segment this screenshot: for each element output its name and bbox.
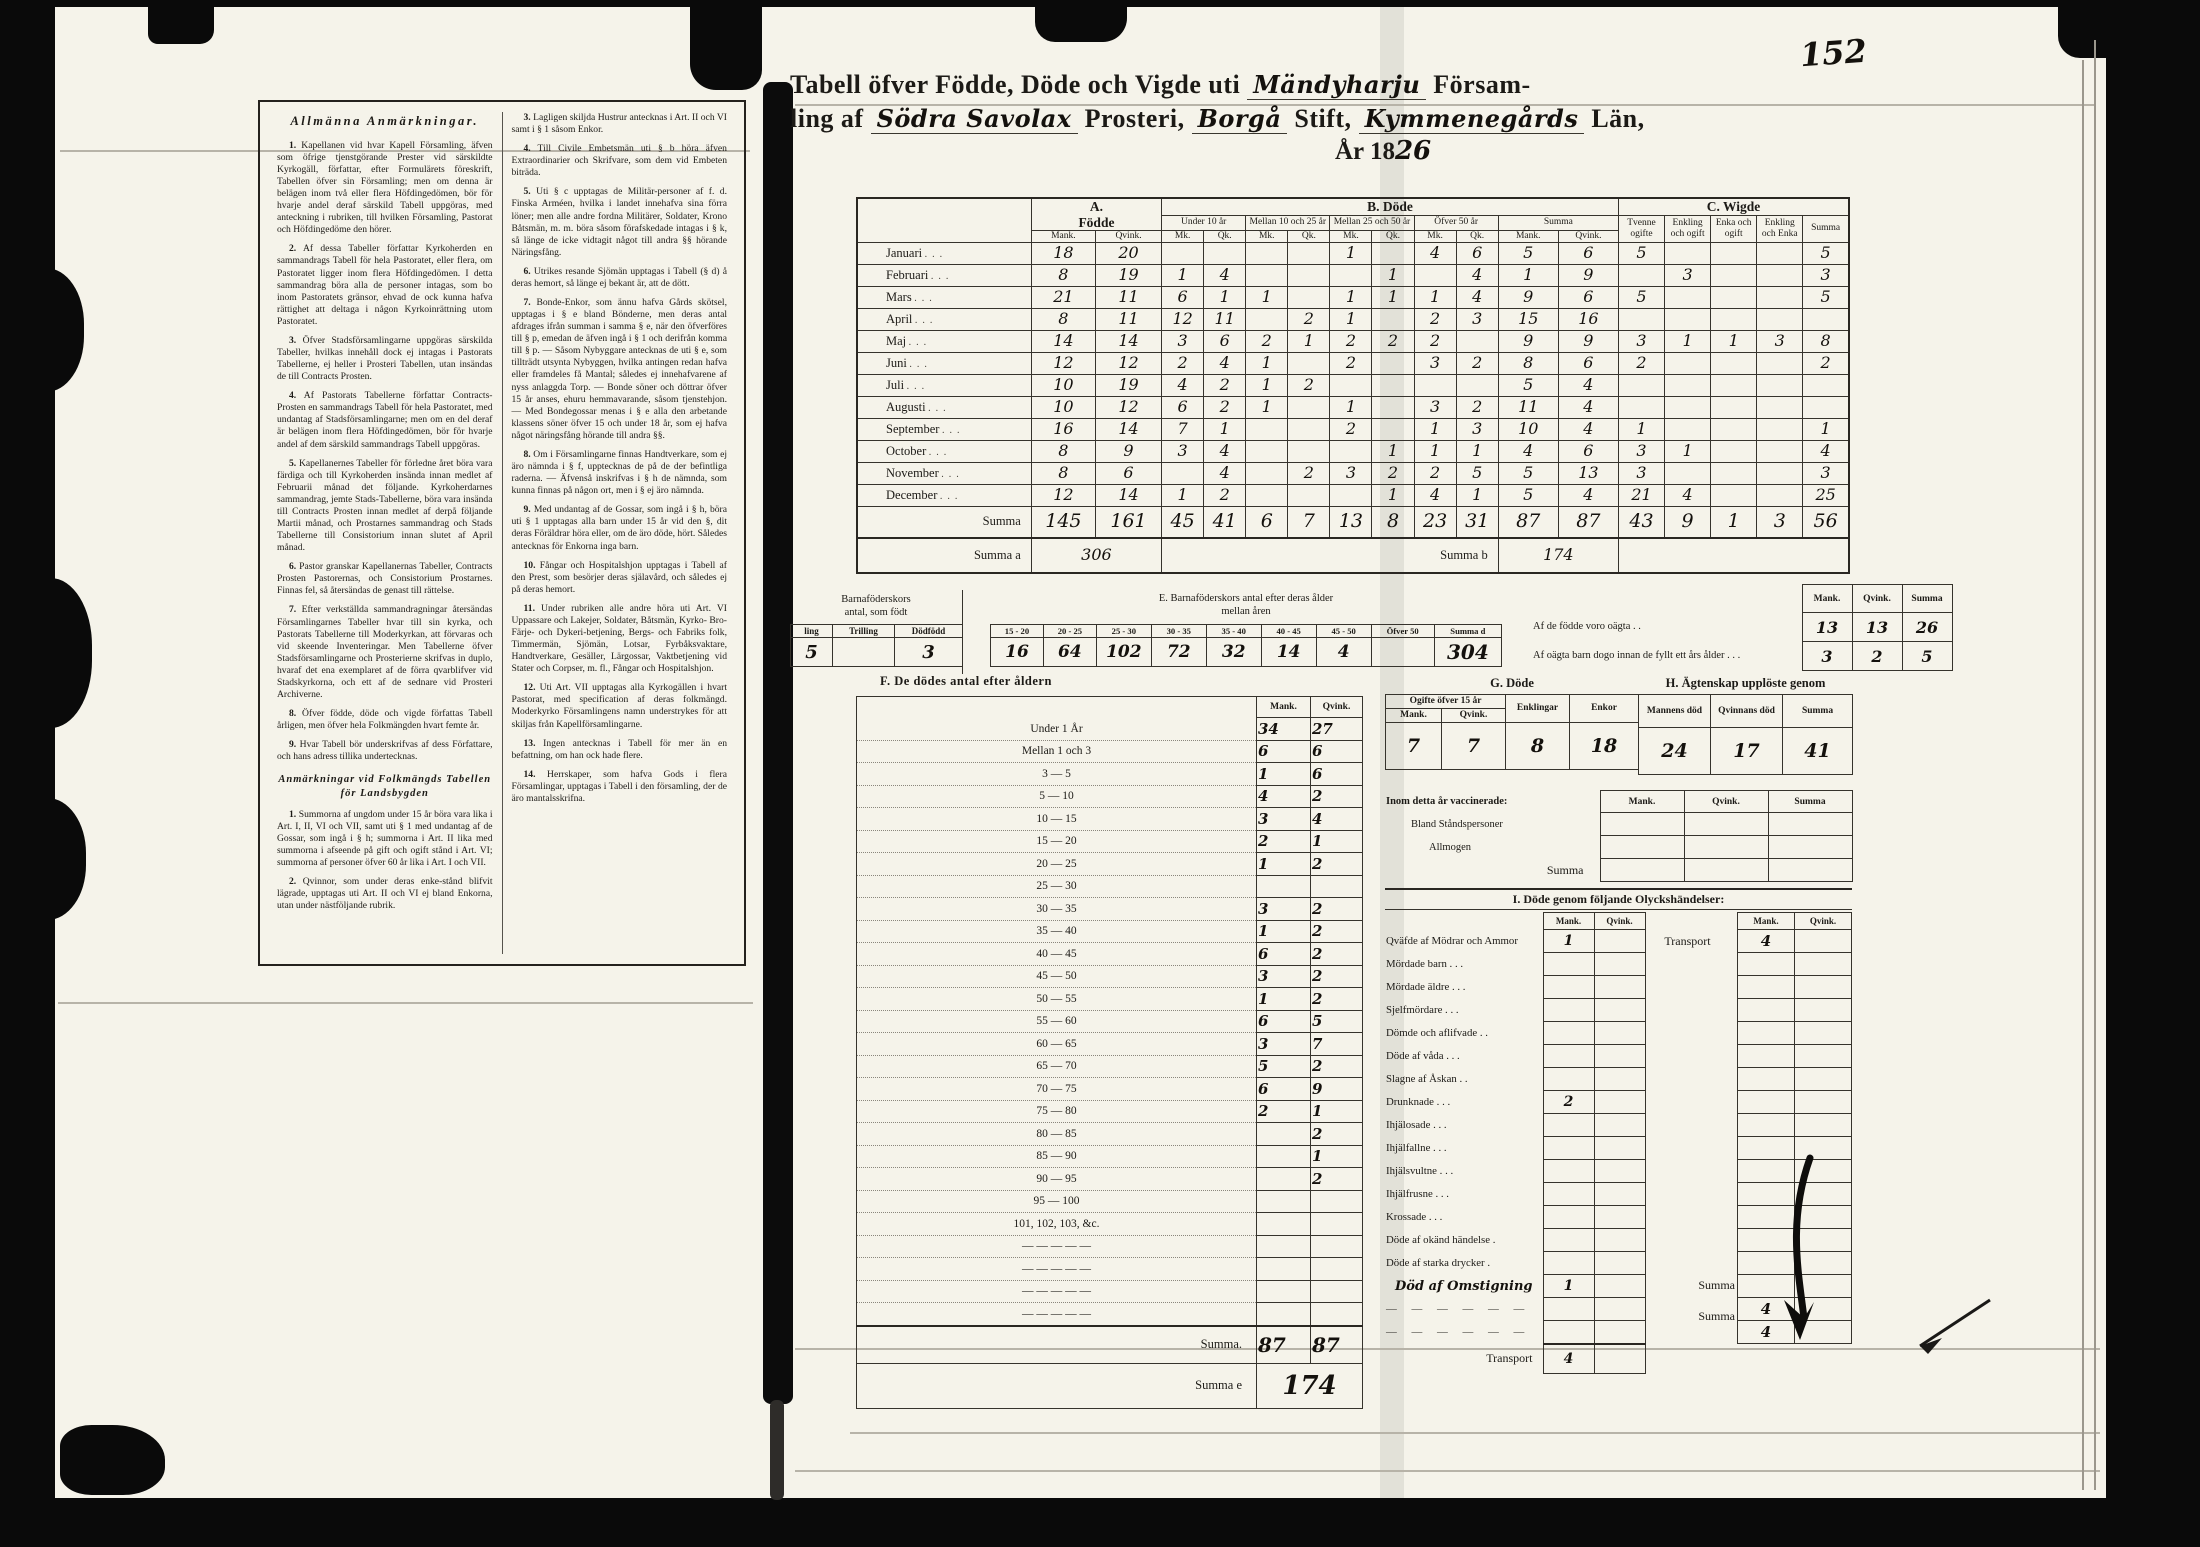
- accident-cause-label: Dömde och aflifvade . .: [1386, 1027, 1488, 1039]
- age-range-label: — — — — —: [857, 1235, 1257, 1258]
- age-range-label: 15 — 20: [857, 830, 1257, 853]
- d-col-tvilling: ling: [791, 625, 833, 638]
- general-remarks-box: [258, 100, 746, 966]
- marriages-dissolved-table: H. Ägtenskap upplöste genom Mannens död Qvinnans död Summa 24 17 41: [1638, 672, 1853, 775]
- f-qvink-header: Qvink.: [1311, 697, 1363, 718]
- age-row: 20 — 25 1 2: [857, 853, 1363, 876]
- monthly-rows: [857, 242, 1849, 506]
- b-group-summa: Summa: [1498, 215, 1618, 231]
- age-row: [857, 1280, 1363, 1303]
- parish-name-handwritten: Mändyharju: [1247, 70, 1426, 100]
- accident-cause-row: Drunknade . . . 2: [1385, 1091, 1645, 1114]
- deanery-name-handwritten: Södra Savolax: [871, 104, 1078, 134]
- month-label: Januari . . .: [857, 242, 1031, 264]
- c-col-summa: Summa: [1803, 215, 1849, 242]
- remark-paragraph: 6. Pastor granskar Kapellanernas Tabeller, Contracts Prosten Pastorernas, och Consistorium Prostarnes. Finnas fel, så återsändas de genast till rättelse.: [277, 561, 493, 597]
- accident-cause-row: [1385, 1022, 1645, 1045]
- scan-edge-left: [0, 0, 55, 1547]
- age-row: 80 — 85 2: [857, 1123, 1363, 1146]
- column-b-header: B. Döde: [1162, 198, 1619, 215]
- vaccination-row1-label: Bland Ståndspersoner: [1411, 818, 1503, 830]
- accident-cause-row: [1385, 953, 1645, 976]
- diocese-name-handwritten: Borgå: [1192, 104, 1288, 134]
- age-range-label: 95 — 100: [857, 1190, 1257, 1213]
- summa-row: Summa 145 161 45 41 6 7 13 8 23 31 87 87 43 9 1 3 56: [857, 506, 1849, 538]
- accident-cause-label: Mördade barn . . .: [1386, 958, 1464, 970]
- age-row: [857, 1258, 1363, 1281]
- accident-cause-row: [1385, 1137, 1645, 1160]
- accident-cause-label: Krossade . . .: [1386, 1211, 1443, 1223]
- scan-edge-right: [2106, 0, 2200, 1547]
- age-range-label: — — — — —: [857, 1280, 1257, 1303]
- column-a-header: A. Födde: [1031, 198, 1161, 231]
- month-row: October . . . 8 9 3 4 1 1 1 4 6 3 1 4: [857, 440, 1849, 462]
- deaths-by-age-table: [856, 696, 1363, 1409]
- mank-header: Mank.: [1031, 231, 1095, 243]
- accident-cause-row: [1385, 1229, 1645, 1252]
- summa-b-value: 174: [1498, 538, 1618, 573]
- scan-blob: [60, 1425, 165, 1495]
- handwritten-cause-label: Död af Omstigning: [1395, 1278, 1533, 1294]
- accident-cause-row: [1385, 1160, 1645, 1183]
- accident-cause-label: Döde af okänd händelse .: [1386, 1234, 1496, 1246]
- age-range-label: 50 — 55: [857, 988, 1257, 1011]
- title-line-2: ling af Södra Savolax Prosteri, Borgå Stift, Kymmenegårds Län,: [790, 104, 1645, 133]
- accident-cause-row: [1385, 976, 1645, 999]
- accident-cause-row: [1385, 1114, 1645, 1137]
- d-col-dodfodd: Dödfödd: [895, 625, 963, 638]
- age-row: Mellan 1 och 3 6 6: [857, 740, 1363, 763]
- age-row: Under 1 År 34 27: [857, 718, 1363, 741]
- section-d: [790, 590, 963, 674]
- accident-cause-label: Ihjälfrusne . . .: [1386, 1188, 1449, 1200]
- age-row: 50 — 55 1 2: [857, 988, 1363, 1011]
- illegitimate-births-block: [1532, 584, 1952, 674]
- book-fold: [763, 82, 793, 1404]
- age-range-label: 30 — 35: [857, 898, 1257, 921]
- deceased-civil-status-table: G. Döde Ogifte öfver 15 år Enklingar Enkor Mank. Qvink. 7 7 8 18: [1385, 672, 1639, 770]
- remark-paragraph: 5. Uti § c upptagas de Militär-personer af f. d. Finska Arméen, hvilka i landet innehafva sina förra löner; men alle andre fordna Militärer, Soldater, Krono Båtsmän, m. m. böra såsom förafskedade intagas i § k, så länge de icke vidtagit något till andra §§ hörande Näringsfång.: [511, 186, 727, 258]
- remark-paragraph: 7. Bonde-Enkor, som ännu hafva Gårds skötsel, upptagas i § e bland Bönderne, men deras antal afdrages ifrån summan i samma § e, när den öfverföres till § p, emedan de äfven ingå i § 1 och derifrån komma till § p. — Såsom Nybyggare antecknas de uti § e, som tillträdt utsynta Nybyggen, hvilka antingen redan hafva eller framdeles få Mantal; således ej innehafvarene af nyss anlaggda Torp. — Bonde söner och döttrar öfver 15 år anses, ehuru hemmavarande, såsom tjenstehjon. — Med Bondegossar menas i § e alla den arbetande klassens söner öfver 15 och under 18 år, som ej hafva något näringsfång hörande till andra §§.: [511, 297, 727, 441]
- month-row: Juli . . . 10 19 4 2 1 2 5 4: [857, 374, 1849, 396]
- section-e-title: E. Barnaföderskors antal efter deras ålder mellan åren: [1158, 593, 1334, 618]
- book-fold-lower: [770, 1400, 784, 1500]
- accident-cause-label: Sjelfmördare . . .: [1386, 1004, 1459, 1016]
- age-row: [857, 1303, 1363, 1326]
- b-group-under10: Under 10 år: [1162, 215, 1246, 231]
- remark-paragraph: 9. Med undantag af de Gossar, som ingå i § h, böra uti § 1 upptagas alla barn under 15 år vid den §, dit deras Föräldrar höra eller, om de äro döde, hört. Således antecknas för Enkorna inga barn.: [511, 504, 727, 552]
- vaccination-summa-label: Summa: [1546, 862, 1584, 877]
- f-summa-e-row: Summa e 174: [857, 1363, 1363, 1408]
- age-row: [857, 1235, 1363, 1258]
- age-row: 15 — 20 2 1: [857, 830, 1363, 853]
- section-e-table: 15 - 20 20 - 25 25 - 30 30 - 35 35 - 40 40 - 45 45 - 50 Öfver 50 Summa d 16 64 102 72 32 14 4 304: [990, 624, 1502, 667]
- title-line-1: Tabell öfver Födde, Döde och Vigde uti Mändyharju Försam-: [790, 70, 1531, 99]
- remark-paragraph: 2. Qvinnor, som under deras enke-stånd blifvit lägrade, upptagas uti Art. II och VI ej bland Enkorna, utan under nästföljande rubrik.: [277, 876, 493, 912]
- c-col-enka-ogift: Enka och ogift: [1711, 215, 1757, 242]
- accident-cause-label: Ihjälosade . . .: [1386, 1119, 1447, 1131]
- accident-cause-label: Drunknade . . .: [1386, 1096, 1451, 1108]
- age-range-label: 60 — 65: [857, 1033, 1257, 1056]
- summa-label: Summa: [857, 506, 1031, 538]
- age-range-label: — — — — —: [857, 1303, 1257, 1326]
- age-row: 40 — 45 6 2: [857, 943, 1363, 966]
- remark-paragraph: 4. Af Pastorats Tabellerne författar Contracts-Prosten en sammandrags Tabell för hela Pastoratet, med undantag af Stadsförsamlingarne; men om en del deraf är belägen inom flera Höfdingedömen, bör för hvarje andel af dem särskild sammandrags Tabell uppgöras.: [277, 390, 493, 450]
- scan-blob: [148, 0, 214, 44]
- handwritten-cause-row: Död af Omstigning 1: [1385, 1275, 1645, 1298]
- age-range-label: 3 — 5: [857, 763, 1257, 786]
- right-summa1-label: Summa: [1698, 1278, 1735, 1292]
- c-col-enkling-enka: Enkling och Enka: [1757, 215, 1803, 242]
- oagta-row2-label: Af oägta barn dogo innan de fyllt ett års ålder . . .: [1533, 649, 1741, 661]
- month-row: Juni . . . 12 12 2 4 1 2 3 2 8 6 2 2: [857, 352, 1849, 374]
- remark-paragraph: 14. Herrskaper, som hafva Gods i flera Församlingar, upptagas i Tabell i den församling, der de äro mantalsskrifna.: [511, 768, 727, 804]
- remark-paragraph: 3. Lagligen skiljda Hustrur antecknas i Art. II och VI samt i § 1 såsom Enkor.: [511, 112, 728, 136]
- section-e: [962, 590, 1530, 674]
- remarks-paragraph-list: [277, 809, 493, 913]
- accident-cause-row: [1385, 1045, 1645, 1068]
- vaccination-table: Inom detta år vaccinerade: Mank. Qvink. Summa Bland Ståndspersoner Allmogen Summa: [1385, 790, 1853, 882]
- remark-paragraph: 5. Kapellanernes Tabeller för förledne året böra vara färdiga och till Kyrkoherden insända innan medlet af Februarii månad det följande. Kyrkoherdarnes sammandrag, jemte Stads-Tabellerne, böra vara insända till Contracts Prosten innan medlet af derpå följande Martii månad, och Prostarnes sammandrag och Stads Tabellerne till Consistorium innan slutet af April månad.: [277, 457, 493, 554]
- age-row: [857, 1213, 1363, 1236]
- d-col-trilling: Trilling: [833, 625, 895, 638]
- accident-cause-label: Mördade äldre . . .: [1386, 981, 1466, 993]
- right-summa2-value: 4: [1738, 1321, 1795, 1344]
- right-summa1-value: 4: [1738, 1298, 1795, 1321]
- age-row: 30 — 35 3 2: [857, 898, 1363, 921]
- age-rows: [857, 718, 1363, 1326]
- remark-paragraph: 8. Om i Församlingarne finnas Handtverkare, som ej äro nämnda i § f, upptecknas de på de der befintliga raderna. — Äfvenså inskrifvas i § h de nämnda, som kunna finnas på någon ort, men i § ej äro nämnda.: [511, 448, 728, 497]
- accident-cause-label: Döde af starka drycker .: [1386, 1257, 1491, 1269]
- right-transport-value: 4: [1738, 930, 1795, 953]
- age-range-label: 75 — 80: [857, 1100, 1257, 1123]
- month-row: September . . . 16 14 7 1 2 1 3 10 4 1 1: [857, 418, 1849, 440]
- remark-paragraph: 9. Hvar Tabell bör underskrifvas af dess Författare, och hans adress tillika undertecknas.: [277, 739, 493, 763]
- county-name-handwritten: Kymmenegårds: [1359, 104, 1585, 134]
- g-enkor-header: Enkor: [1570, 695, 1639, 723]
- section-i-title: I. Döde genom följande Olyckshändelser:: [1385, 888, 1852, 910]
- age-row: 5 — 10 4 2: [857, 785, 1363, 808]
- remarks-column-2: [503, 112, 737, 954]
- age-range-label: 5 — 10: [857, 785, 1257, 808]
- age-range-label: 40 — 45: [857, 943, 1257, 966]
- remark-paragraph: 4. Till Civile Embetsmän uti § b höra äfven Extraordinarier och Skrifvare, som dem vid Embeten biträda.: [511, 143, 727, 179]
- remark-paragraph: 7. Efter verkställda sammandragningar återsändas Församlingarnes Tabeller hvar till sin kyrka, och Pastorats Tabellerne till Moderkyrkan, att förvaras och vid skeende Inventeringar. Men Tabellerne öfver Stadsförsamlingarne och Prosterierne skrifvas in duplo, hvaraf det ena exemplaret af de förra qvarblifver vid Stadskyrkorna, och ett af de sednare vid Prosteri Archiverne.: [277, 604, 493, 701]
- age-range-label: 85 — 90: [857, 1145, 1257, 1168]
- age-row: 60 — 65 3 7: [857, 1033, 1363, 1056]
- month-row: Februari . . . 8 19 1 4 1 4 1 9 3 3: [857, 264, 1849, 286]
- month-label: September . . .: [857, 418, 1031, 440]
- remarks-paragraph-list: [277, 140, 493, 764]
- section-d-table: ling Trilling Dödfödd 5 3: [790, 624, 963, 667]
- age-row: 45 — 50 3 2: [857, 965, 1363, 988]
- scan-line: [58, 1002, 753, 1004]
- month-label: November . . .: [857, 462, 1031, 484]
- remarks-heading: Allmänna Anmärkningar.: [290, 114, 480, 128]
- scan-blob: [0, 798, 86, 920]
- qvink-header: Qvink.: [1095, 231, 1161, 243]
- year-handwritten: 26: [1394, 136, 1432, 166]
- age-row: 70 — 75 6 9: [857, 1078, 1363, 1101]
- accidental-deaths-right-table: Mank. Qvink. 4 4 4: [1737, 912, 1852, 1344]
- accident-cause-label: Ihjälfallne . . .: [1386, 1142, 1447, 1154]
- f-summa-row: Summa. 87 87: [857, 1326, 1363, 1364]
- accident-cause-row: [1385, 1206, 1645, 1229]
- age-range-label: 35 — 40: [857, 920, 1257, 943]
- b-group-25-50: Mellan 25 och 50 år: [1330, 215, 1414, 231]
- oagta-row1-label: Af de födde voro oägta . .: [1533, 620, 1641, 632]
- right-summa2-label: Summa: [1698, 1309, 1735, 1323]
- section-h-title: H. Ägtenskap upplöste genom: [1665, 675, 1826, 690]
- monthly-statistics-table: A. Födde B. Döde C. Wigde Under 10 år Mellan 10 och 25 år Mellan 25 och 50 år Öfver 50 år Summa Tvenne ogifte Enkling och ogift Enka och ogift Enkling och Enka Summa Mank. Qvink. Mk. Qk. Mk. Qk. Mk. Qk. Mk. Qk. Mank. Qvink. Januari . . . 18 20 1 4 6 5 6 5 5 Februari . . . 8 19 1 4 1 4 1 9 3 3 Mars . . . 21 11 6 1 1 1 1 1 4 9 6 5 5 April . . . 8 11 12 11 2 1 2 3 15 16 Maj . . . 14 14 3 6 2 1 2 2 2 9 9 3 1 1 3 8 Juni . . . 12 12 2 4 1 2 3 2 8 6 2 2 Juli . . . 10 19 4 2 1 2 5 4 Augusti . . . 10 12 6 2 1 1 3 2 11 4 September . . . 16 14 7 1 2 1 3 10 4 1 1 October . . . 8 9 3 4 1 1 1 4 6 3 1 4 November . . . 8 6 4 2 3 2 2 5 5 13 3 3 December . . . 12 14 1 2 1 4 1 5 4 21 4 25 Summa 145 161 45 41 6 7 13 8 23 31 87 87 43 9 1 3 56 Summa a 306 Summa b 174: [856, 197, 1850, 574]
- age-row: 55 — 60 6 5: [857, 1010, 1363, 1033]
- c-col-enkling-ogift: Enkling och ogift: [1665, 215, 1711, 242]
- scan-blob: [0, 268, 84, 392]
- month-label: Maj . . .: [857, 330, 1031, 352]
- age-row: 90 — 95 2: [857, 1168, 1363, 1191]
- sections-d-e: [790, 590, 2000, 674]
- c-col-tvenne-ogifte: Tvenne ogifte: [1618, 215, 1664, 242]
- summa-b-label: Summa b: [1162, 538, 1499, 573]
- title-line-3: År 1826: [1335, 136, 1432, 166]
- remark-paragraph: 1. Summorna af ungdom under 15 år böra vara lika i Art. I, II, VI och VII, samt uti § 1 med undantag af de Gossar, som ingå i § h; summorna i Art. II lika med summorna i afseende på gift och ogift stånd i Art. VI; summorna af personer öfver 60 år lika i Art. I och VII.: [277, 808, 493, 869]
- accident-cause-label: Ihjälsvultne . . .: [1386, 1165, 1454, 1177]
- vaccination-label: Inom detta år vaccinerade:: [1386, 796, 1508, 807]
- accident-cause-label: Döde af våda . . .: [1386, 1050, 1460, 1062]
- g-ogifte-header: Ogifte öfver 15 år: [1386, 695, 1506, 709]
- h-summa: Summa: [1783, 695, 1853, 728]
- month-row: Januari . . . 18 20 1 4 6 5 6 5 5: [857, 242, 1849, 264]
- age-row: [857, 1190, 1363, 1213]
- b-group-over50: Öfver 50 år: [1414, 215, 1498, 231]
- age-range-label: 55 — 60: [857, 1010, 1257, 1033]
- remark-paragraph: 10. Fångar och Hospitalshjon upptagas i Tabell af den Prest, som besörjer deras själavård, och således ej på deras hemort.: [511, 559, 727, 595]
- accident-cause-rows: [1385, 930, 1645, 1275]
- age-range-label: 90 — 95: [857, 1168, 1257, 1191]
- remark-paragraph: 6. Utrikes resande Sjömän upptagas i Tabell (§ d) å deras hemort, så länge ej bekant är, att de dött.: [511, 265, 727, 289]
- h-qvinnans-dod: Qvinnans död: [1711, 695, 1783, 728]
- summa-ab-row: [857, 538, 1849, 573]
- month-row: November . . . 8 6 4 2 3 2 2 5 5 13 3 3: [857, 462, 1849, 484]
- age-range-label: Under 1 År: [857, 718, 1257, 741]
- age-row: 75 — 80 2 1: [857, 1100, 1363, 1123]
- scan-blob: [0, 578, 92, 728]
- scan-blob: [690, 0, 762, 90]
- remarks-column-1: [268, 112, 503, 954]
- age-row: 85 — 90 1: [857, 1145, 1363, 1168]
- month-label: Juni . . .: [857, 352, 1031, 374]
- month-row: December . . . 12 14 1 2 1 4 1 5 4 21 4 25: [857, 484, 1849, 506]
- handwritten-arrow-mark: [1770, 1150, 2010, 1370]
- accident-cause-label: Slagne af Åskan . .: [1386, 1073, 1468, 1085]
- f-summa-label: Summa.: [857, 1326, 1257, 1364]
- age-range-label: Mellan 1 och 3: [857, 740, 1257, 763]
- section-g-title: G. Döde: [1490, 675, 1534, 690]
- age-range-label: 20 — 25: [857, 853, 1257, 876]
- age-range-label: 10 — 15: [857, 808, 1257, 831]
- f-summa-e-label: Summa e: [857, 1363, 1257, 1408]
- remarks-paragraph-list: [512, 112, 728, 805]
- table-title: [790, 70, 2000, 166]
- summa-a-label: Summa a: [857, 538, 1031, 573]
- accidental-deaths-left-table: Mank. Qvink. Qväfde af Mödrar och Ammor 1 Mördade barn . . . Mördade äldre . . . Sjelfmördare . . . Dömde och aflifvade . . Döde af våda . . . Slagne af Åskan . . Drunknade . . . 2 Ihjälosade . . . Ihjälfallne . . . Ihjälsvultne . . . Ihjälfrusne . . . Krossade . . . Döde af okänd händelse . Döde af starka drycker . Död af Omstigning 1 — — — — — — — — — — — — Transport 4: [1385, 912, 1646, 1374]
- vaccination-row2-label: Allmogen: [1429, 841, 1471, 853]
- right-transport-label: Transport: [1664, 934, 1711, 948]
- dash-row: — — — — — —: [1385, 1298, 1645, 1321]
- age-range-label: — — — — —: [857, 1258, 1257, 1281]
- h-mannens-dod: Mannens död: [1639, 695, 1711, 728]
- month-label: December . . .: [857, 484, 1031, 506]
- age-row: 3 — 5 1 6: [857, 763, 1363, 786]
- summa-a-value: 306: [1031, 538, 1161, 573]
- b-group-10-25: Mellan 10 och 25 år: [1246, 215, 1330, 231]
- age-range-label: 45 — 50: [857, 965, 1257, 988]
- accident-cause-row: [1385, 1183, 1645, 1206]
- folk-table-remarks-heading: Anmärkningar vid Folkmängds Tabellen för Landsbygden: [278, 774, 492, 800]
- month-label: Mars . . .: [857, 286, 1031, 308]
- section-d-title: Barnaföderskors antal, som födt: [841, 594, 911, 619]
- accident-cause-row: Qväfde af Mödrar och Ammor 1: [1385, 930, 1645, 953]
- transport-row: Transport 4: [1385, 1344, 1645, 1374]
- month-label: Februari . . .: [857, 264, 1031, 286]
- remark-paragraph: 2. Af dessa Tabeller författar Kyrkoherden en sammandrags Tabell för hela Pastoratet, eller flera, om Pastoratet ligger inom flera Höfdingedömen. I detta sammandrag böra alla de personer intagas, som bo inom Pastoratets gränsor, ehvad de ock kunna hafva rättighet att deltaga i någon Kyrkoinrättning utom Pastoratet.: [277, 243, 493, 327]
- transport-label: Transport: [1486, 1351, 1533, 1366]
- accident-cause-row: [1385, 1068, 1645, 1091]
- remark-paragraph: 11. Under rubriken alle andre höra uti Art. VI Uppassare och Lakejer, Soldater, Båtsmän, Kyrko- Bro- Färje- och Dykeri-betjening, Bergs- och Fabriks folk, Timmermän, Sjömän, Lotsar, Fyrbåksvaktare, Handtverkare, Gesäller, Lärgossar, Vaktbetjening vid Stater och Corpser, m. fl., Fångar och Hospitalshjon.: [511, 602, 727, 675]
- vaccination-block: [1385, 790, 1852, 886]
- g-enklingar-header: Enklingar: [1506, 695, 1570, 723]
- remark-paragraph: 8. Öfver födde, döde och vigde författas Tabell årligen, men öfver hela Folkmängden hvart femte år.: [277, 708, 493, 732]
- accident-cause-row: [1385, 999, 1645, 1022]
- page-number: 152: [1798, 31, 1869, 75]
- age-row: 35 — 40 1 2: [857, 920, 1363, 943]
- age-row: 10 — 15 3 4: [857, 808, 1363, 831]
- month-label: October . . .: [857, 440, 1031, 462]
- month-row: Mars . . . 21 11 6 1 1 1 1 1 4 9 6 5 5: [857, 286, 1849, 308]
- remark-paragraph: 1. Kapellanen vid hvar Kapell Församling, äfven som öfrige tjenstgörande Prester vid särskildte Kyrkogäll, författar, efter Formulärets föreskrift, Tabellen öfver sin Församling; men om denna är belägen inom två eller flera Höfdingedömen, bör för hvarje andel deraf särskild Tabell uppgöras, med anteckning i rubriken, till hvilken Församling, Pastorat och Höfdingedöme den hörer.: [277, 139, 493, 236]
- dash-row: — — — — — —: [1385, 1321, 1645, 1345]
- age-range-label: 25 — 30: [857, 875, 1257, 898]
- age-range-label: 80 — 85: [857, 1123, 1257, 1146]
- age-range-label: 70 — 75: [857, 1078, 1257, 1101]
- month-row: April . . . 8 11 12 11 2 1 2 3 15 16: [857, 308, 1849, 330]
- accident-cause-label: Qväfde af Mödrar och Ammor: [1386, 935, 1518, 947]
- month-label: Augusti . . .: [857, 396, 1031, 418]
- age-row: 65 — 70 5 2: [857, 1055, 1363, 1078]
- month-label: Juli . . .: [857, 374, 1031, 396]
- accident-cause-row: [1385, 1252, 1645, 1275]
- f-mank-header: Mank.: [1257, 697, 1311, 718]
- remark-paragraph: 13. Ingen antecknas i Tabell för mer än en befattning, om han ock hade flere.: [511, 737, 727, 761]
- month-row: Augusti . . . 10 12 6 2 1 1 3 2 11 4: [857, 396, 1849, 418]
- month-label: April . . .: [857, 308, 1031, 330]
- month-row: Maj . . . 14 14 3 6 2 1 2 2 2 9 9 3 1 1 3 8: [857, 330, 1849, 352]
- illegitimate-births-table: Mank. Qvink. Summa Af de födde voro oägta . . 13 13 26 Af oägta barn dogo innan de fyllt ett års ålder . . . 3 2 5: [1532, 584, 1953, 671]
- column-c-header: C. Wigde: [1618, 198, 1849, 215]
- age-row: [857, 875, 1363, 898]
- age-range-label: 101, 102, 103, &c.: [857, 1213, 1257, 1236]
- section-f-title: F. De dödes antal efter åldern: [880, 674, 1052, 688]
- age-range-label: 65 — 70: [857, 1055, 1257, 1078]
- remark-paragraph: 12. Uti Art. VII upptagas alla Kyrkogällen i hvart Pastorat, med specification af deras folkmängd. Moderkyrko Församlingens namn understrykes för att skiljas från Kapellförsamlingarne.: [511, 682, 727, 730]
- remark-paragraph: 3. Öfver Stadsförsamlingarne uppgöras särskilda Tabeller, hvilkas innehåll dock ej intagas i Pastorats Tabellerne, ej heller i Prosteri Tabellen, utan insändas de till Contracts Prosten.: [277, 334, 493, 383]
